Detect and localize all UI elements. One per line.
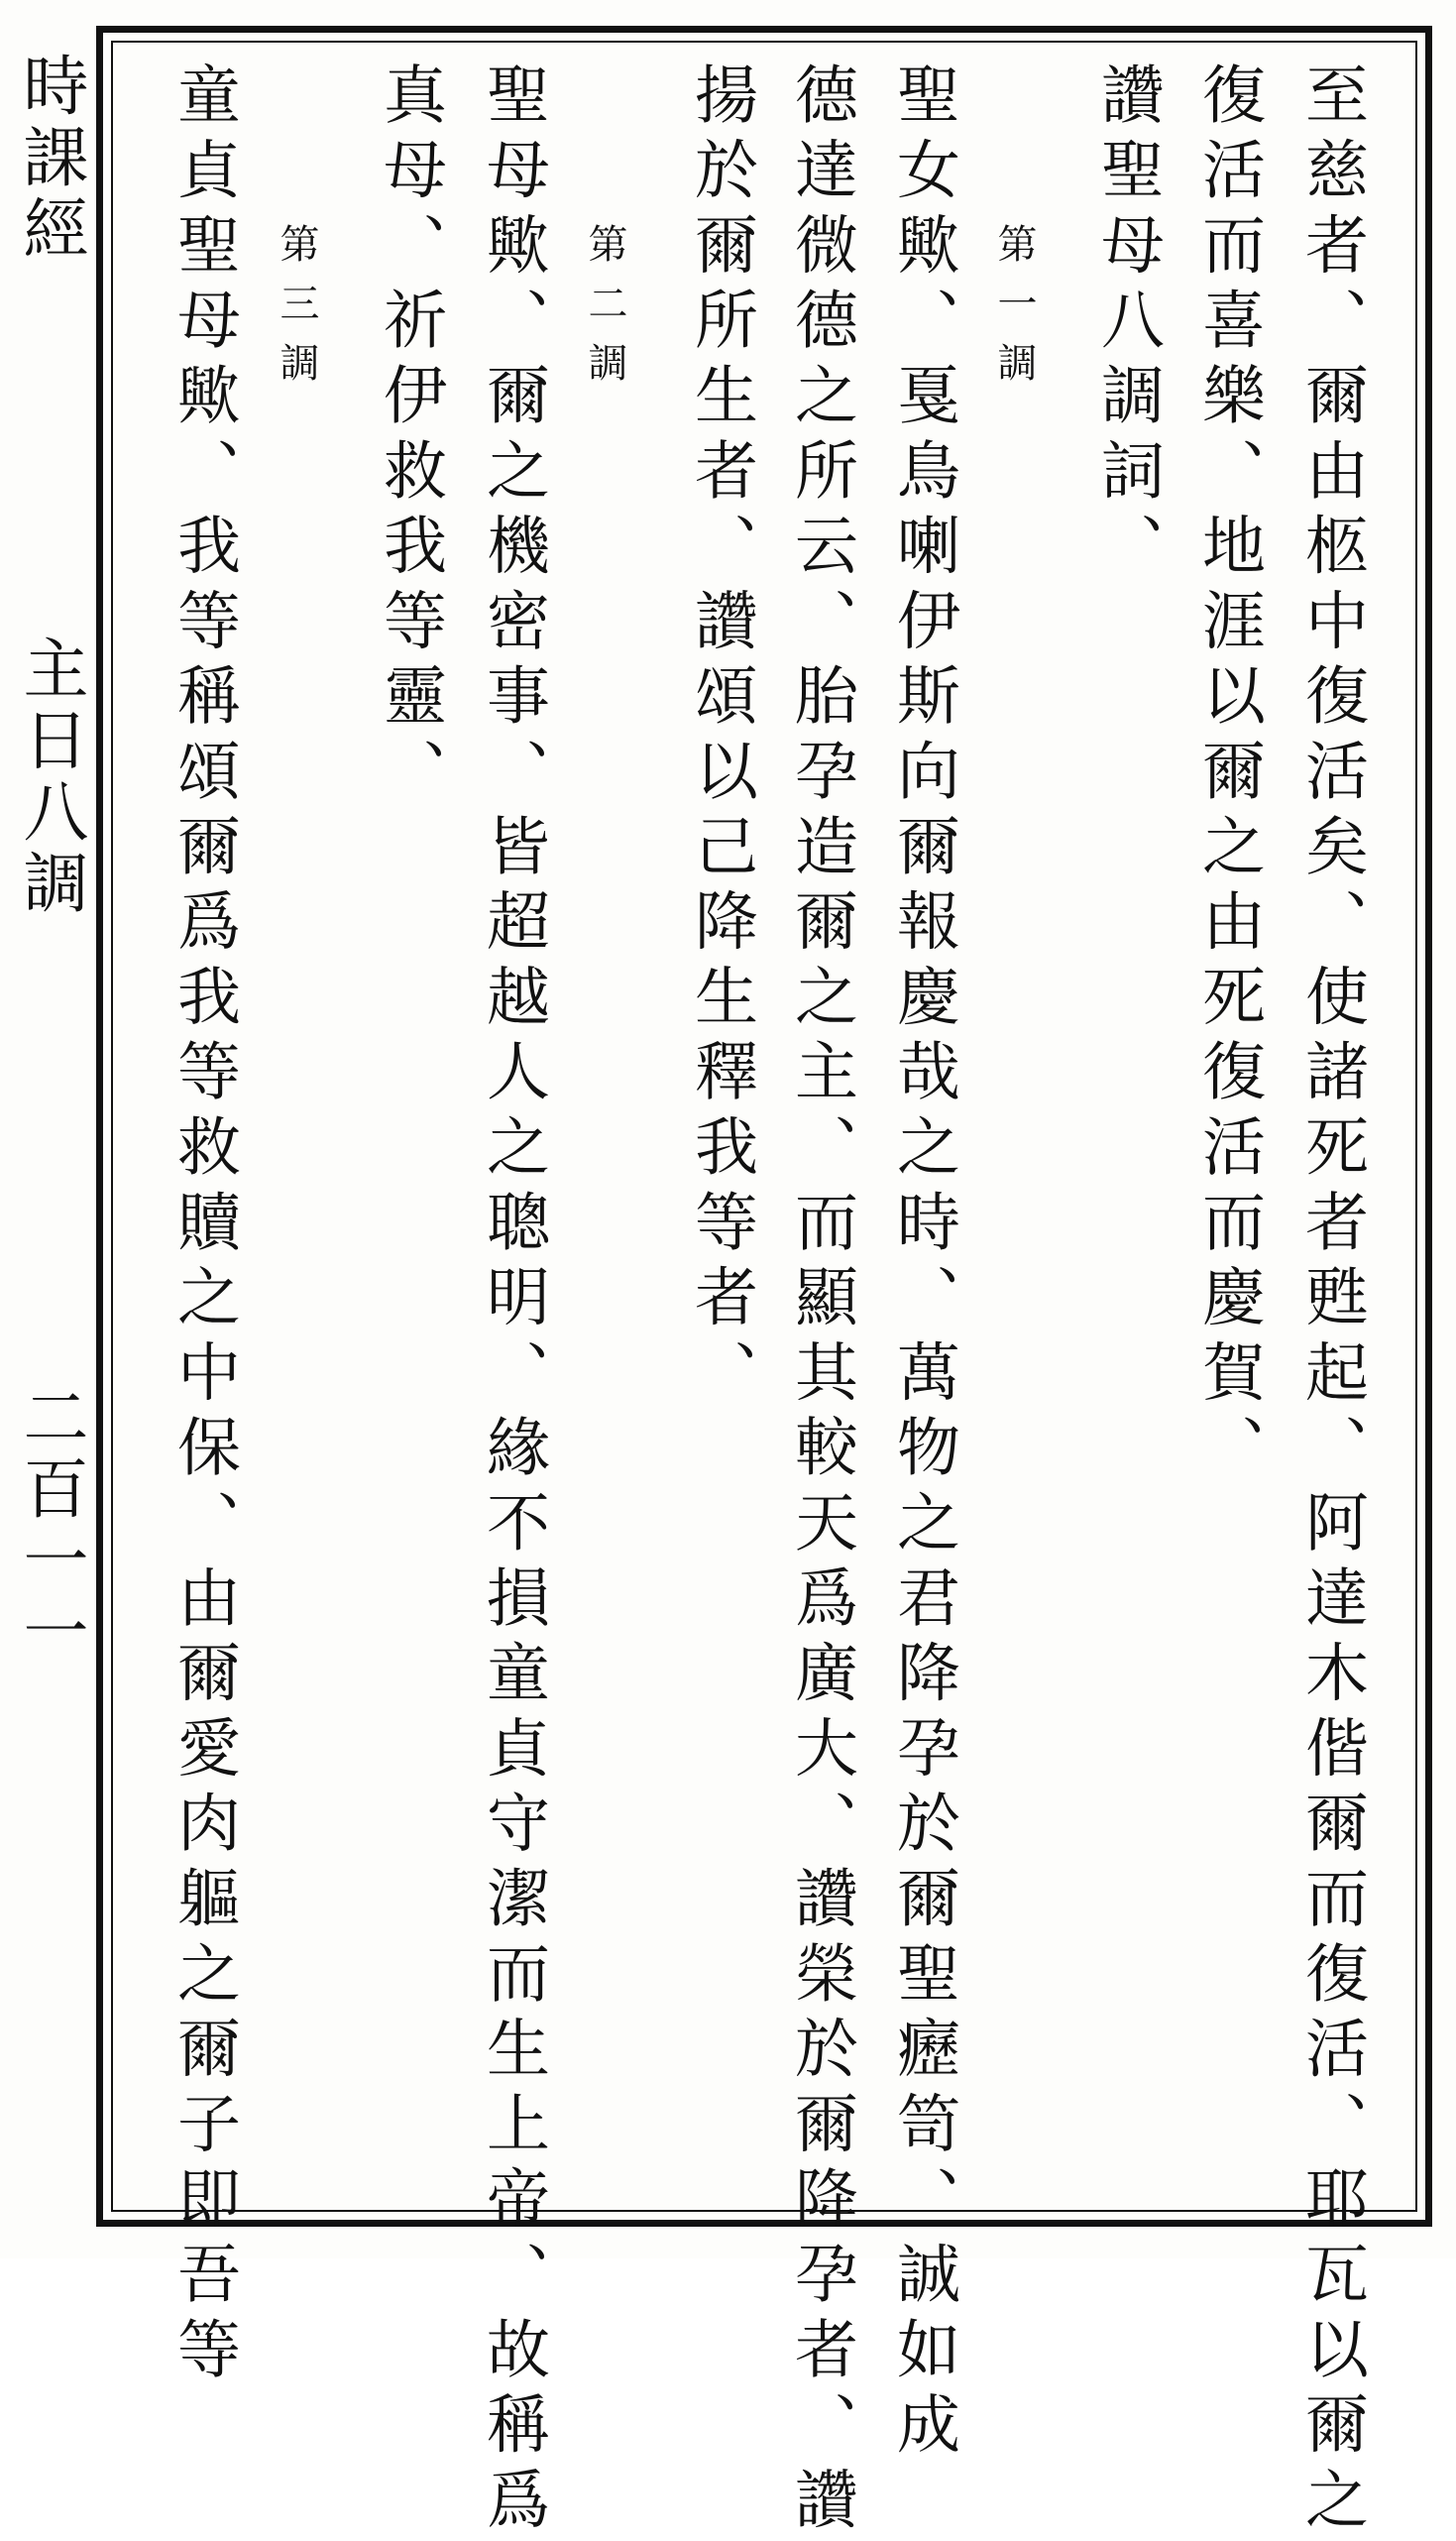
text-column: 揚於爾所生者、讚頌以己降生釋我等者、 bbox=[684, 61, 757, 1415]
text-column: 德達微德之所云、胎孕造爾之主、而顯其較天爲廣大、讚榮於爾降孕者、讚 bbox=[784, 61, 857, 2541]
running-head-page-number: 二百一一 bbox=[12, 1383, 88, 1669]
text-column: 至慈者、爾由柩中復活矣、使諸死者甦起、阿達木偕爾而復活、耶瓦以爾之 bbox=[1294, 61, 1368, 2541]
text-column: 童貞聖母歟、我等稱頌爾爲我等救贖之中保、由爾愛肉軀之爾子即吾等 bbox=[167, 61, 240, 2391]
mode-heading: 第一調 bbox=[991, 223, 1037, 402]
text-column: 聖女歟、戛鳥喇伊斯向爾報慶哉之時、萬物之君降孕於爾聖癧笥、誠如成 bbox=[886, 61, 959, 2467]
running-head-section: 主日八調 bbox=[12, 635, 88, 920]
running-head-title: 時課經 bbox=[12, 52, 88, 266]
mode-heading: 第三調 bbox=[274, 223, 319, 402]
mode-heading: 第二調 bbox=[582, 223, 627, 402]
text-column: 讚聖母八調詞、 bbox=[1090, 61, 1164, 588]
text-column: 聖母歟、爾之機密事、皆超越人之聰明、緣不損童貞守潔而生上帝、故稱爲 bbox=[476, 61, 549, 2541]
text-column: 復活而喜樂、地涯以爾之由死復活而慶賀、 bbox=[1191, 61, 1265, 1490]
text-column: 真母、祈伊救我等靈、 bbox=[373, 61, 446, 813]
